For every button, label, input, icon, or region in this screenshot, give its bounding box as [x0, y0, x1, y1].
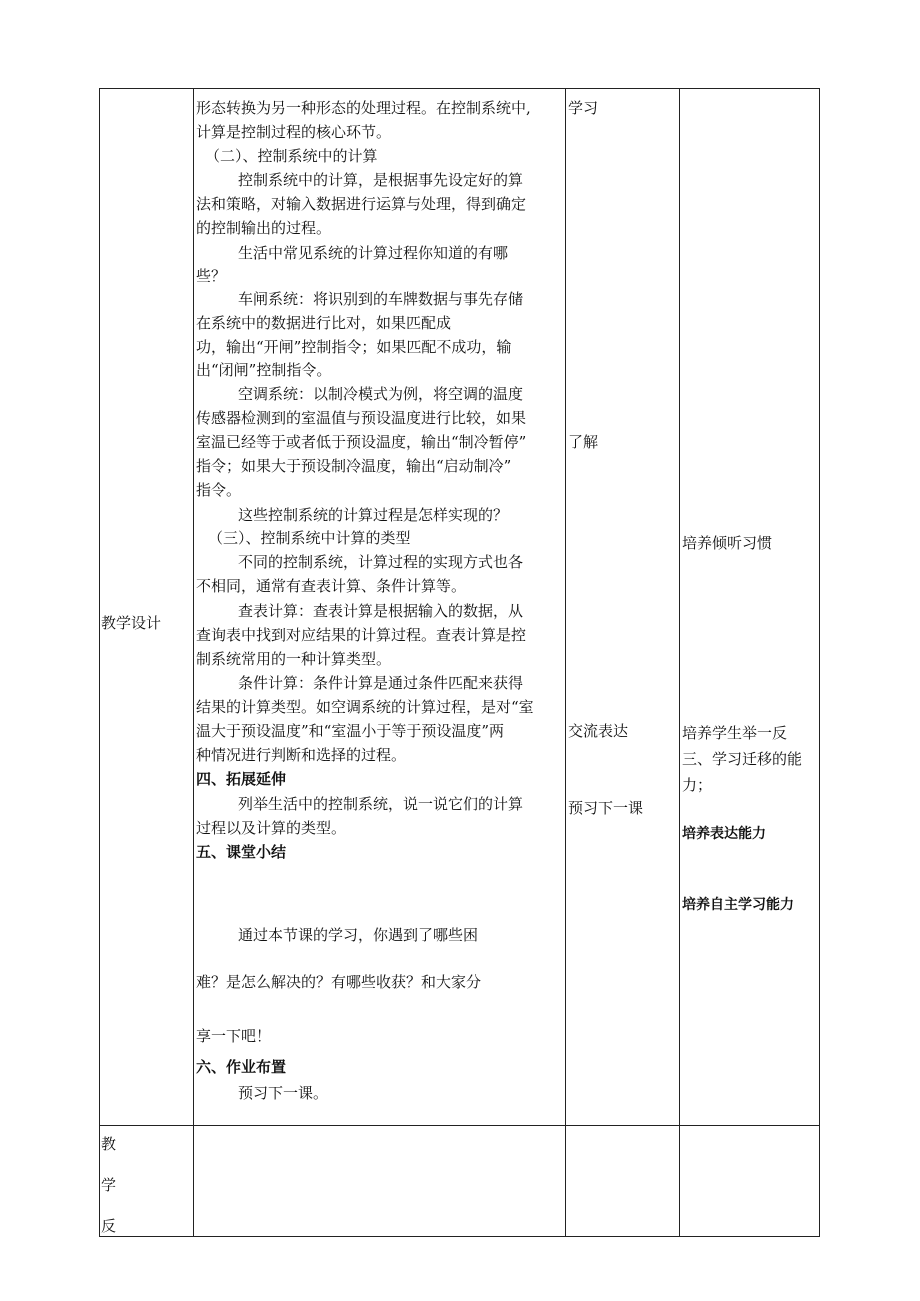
content-line: 列举生活中的控制系统，说一说它们的计算 — [238, 795, 524, 813]
content-line: 控制系统中的计算，是根据事先设定好的算 — [238, 171, 524, 189]
content-line: 功，输出“开闸”控制指令；如果匹配不成功，输 — [196, 338, 512, 356]
design-intent-note: 培养自主学习能力 — [682, 897, 794, 913]
section-title-extension: 四、拓展延伸 — [196, 770, 287, 788]
content-line: 指令。 — [196, 481, 242, 499]
table-border-bottom — [99, 1236, 820, 1237]
table-border-left — [99, 88, 100, 1237]
content-line: 过程以及计算的类型。 — [196, 819, 347, 837]
content-line: 法和策略，对输入数据进行运算与处理，得到确定 — [196, 195, 527, 213]
design-intent-note: 培养表达能力 — [682, 826, 766, 842]
content-line: 查表计算：查表计算是根据输入的数据，从 — [238, 602, 524, 620]
content-line: 车闸系统：将识别到的车牌数据与事先存储 — [238, 290, 524, 308]
content-line: 难？是怎么解决的？有哪些收获？和大家分 — [196, 973, 482, 991]
content-line: 室温已经等于或者低于预设温度，输出“制冷暂停” — [196, 433, 527, 451]
table-row-divider — [99, 1125, 820, 1126]
content-line: 传感器检测到的室温值与预设温度进行比较，如果 — [196, 409, 527, 427]
content-line: 生活中常见系统的计算过程你知道的有哪 — [238, 244, 509, 262]
design-intent-note: 三、学习迁移的能 — [682, 750, 803, 768]
content-line: 指令；如果大于预设制冷温度，输出“启动制冷” — [196, 457, 512, 475]
student-activity-note: 预习下一课 — [568, 799, 644, 817]
student-activity-note: 了解 — [568, 433, 599, 451]
table-col-divider-2 — [565, 88, 566, 1237]
content-line: 不相同，通常有查表计算、条件计算等。 — [196, 577, 467, 595]
content-line: 种情况进行判断和选择的过程。 — [196, 746, 407, 764]
content-line: 出“闭闸”控制指令。 — [196, 361, 332, 379]
table-border-top — [99, 88, 820, 89]
content-line: 的控制输出的过程。 — [196, 219, 332, 237]
content-line: 温大于预设温度”和“室温小于等于预设温度”两 — [196, 722, 505, 740]
content-line: 享一下吧！ — [196, 1027, 272, 1045]
content-line: 计算是控制过程的核心环节。 — [196, 123, 392, 141]
content-line: 形态转换为另一种形态的处理过程。在控制系统中, — [196, 99, 531, 117]
content-line: 通过本节课的学习，你遇到了哪些困 — [238, 926, 479, 944]
content-line: 制系统常用的一种计算类型。 — [196, 650, 392, 668]
row-header-teaching-design: 教学设计 — [101, 614, 162, 632]
content-line: 这些控制系统的计算过程是怎样实现的？ — [238, 506, 509, 524]
table-border-right — [819, 88, 820, 1237]
content-line: 查询表中找到对应结果的计算过程。查表计算是控 — [196, 626, 527, 644]
content-line: 不同的控制系统，计算过程的实现方式也各 — [238, 553, 524, 571]
content-line: 空调系统：以制冷模式为例，将空调的温度 — [238, 385, 524, 403]
content-line: 些？ — [196, 267, 227, 285]
section-title-summary: 五、课堂小结 — [196, 843, 287, 861]
design-intent-note: 培养学生举一反 — [682, 724, 788, 742]
content-line: 条件计算：条件计算是通过条件匹配来获得 — [238, 674, 524, 692]
table-col-divider-3 — [679, 88, 680, 1237]
table-col-divider-1 — [193, 88, 194, 1237]
design-intent-note: 力； — [682, 776, 713, 794]
section-heading: （三）、控制系统中计算的类型 — [208, 529, 411, 547]
row-header-reflection-char: 教 — [101, 1135, 117, 1153]
row-header-reflection-char: 反 — [101, 1217, 117, 1235]
student-activity-note: 交流表达 — [568, 722, 629, 740]
content-line: 预习下一课。 — [238, 1084, 329, 1102]
row-header-reflection-char: 学 — [101, 1176, 117, 1194]
content-line: 结果的计算类型。如空调系统的计算过程，是对“室 — [196, 698, 534, 716]
section-heading: （二）、控制系统中的计算 — [205, 147, 378, 165]
student-activity-note: 学习 — [568, 99, 599, 117]
design-intent-note: 培养倾听习惯 — [682, 534, 773, 552]
section-title-homework: 六、作业布置 — [196, 1058, 287, 1076]
content-line: 在系统中的数据进行比对，如果匹配成 — [196, 314, 452, 332]
